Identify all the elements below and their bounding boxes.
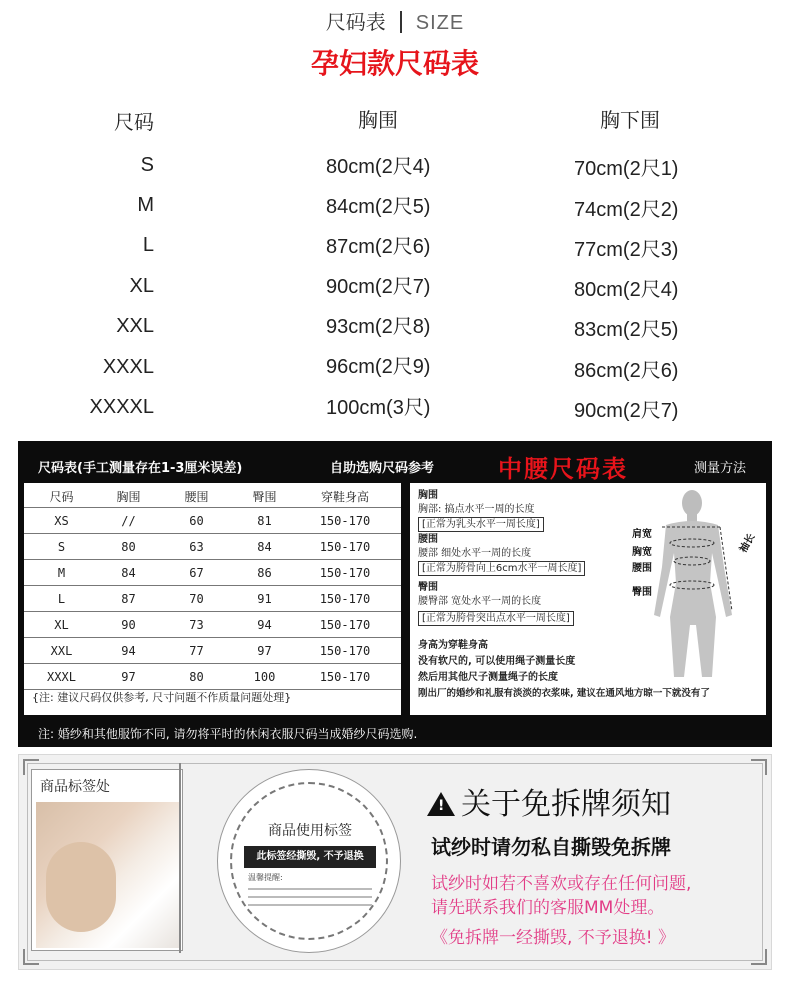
col-header-underbust: 胸下围 xyxy=(600,110,660,132)
table-cell: 150-170 xyxy=(319,618,371,632)
table-cell: 150-170 xyxy=(319,566,371,580)
table-cell: L xyxy=(57,592,66,606)
table-cell: 94 xyxy=(121,644,136,658)
notice-title xyxy=(427,779,671,823)
guide-hip-note: [正常为胯骨突出点水平一周长度] xyxy=(418,611,574,626)
table-cell: 150-170 xyxy=(319,644,371,658)
table-cell: 97 xyxy=(121,670,136,684)
table-row xyxy=(24,509,401,534)
table-cell: 150-170 xyxy=(319,514,371,528)
size-cell: XXXL xyxy=(102,356,154,378)
table-cell: 150-170 xyxy=(319,592,371,606)
guide-bust-note: [正常为乳头水平一周长度] xyxy=(418,517,544,532)
page-header xyxy=(0,6,790,35)
notice-line-2: 试纱时请勿私自撕毁免拆牌 xyxy=(431,835,671,859)
col-header: 臀围 xyxy=(252,490,277,504)
table-row xyxy=(24,613,401,638)
col-header: 胸围 xyxy=(116,490,141,504)
bust-cell: 96cm(2尺9) xyxy=(326,356,431,378)
photo-arm xyxy=(46,842,116,932)
size-cell: XL xyxy=(129,275,154,297)
table-cell: 97 xyxy=(257,644,272,658)
underbust-cell: 70cm(2尺1) xyxy=(574,158,679,180)
bust-cell: 90cm(2尺7) xyxy=(326,276,431,298)
mid-waist-size-table xyxy=(24,483,401,715)
table-cell: 100 xyxy=(253,670,276,684)
notice-line-5: 《免拆牌一经撕毁, 不予退换! 》 xyxy=(431,928,676,948)
notice-title-text: 关于免拆牌须知 xyxy=(461,787,671,822)
bust-cell: 80cm(2尺4) xyxy=(326,156,431,178)
table-header-row xyxy=(24,483,401,508)
notice-line-4: 请先联系我们的客服MM处理。 xyxy=(431,898,665,918)
table-cell: 86 xyxy=(257,566,272,580)
guide-height-1: 身高为穿鞋身高 xyxy=(418,640,488,651)
underbust-cell: 86cm(2尺6) xyxy=(574,360,679,382)
panel-title-red: 中腰尺码表 xyxy=(498,455,628,483)
seal-bar: 此标签经撕毁, 不予退换 xyxy=(244,846,376,868)
table-cell: 94 xyxy=(257,618,272,632)
label-bust: 胸宽 xyxy=(632,547,652,558)
col-header: 穿鞋身高 xyxy=(320,490,369,504)
bust-cell: 84cm(2尺5) xyxy=(326,196,431,218)
size-cell: XXXXL xyxy=(89,396,154,418)
guide-bust-desc: 胸部: 搞点水平一周的长度 xyxy=(418,504,535,515)
guide-waist-title: 腰围 xyxy=(418,534,438,545)
table-cell: XS xyxy=(54,514,69,528)
table-cell: XL xyxy=(54,618,69,632)
underbust-cell: 80cm(2尺4) xyxy=(574,279,679,301)
table-cell: 84 xyxy=(257,540,272,554)
panel-footer-note: 注: 婚纱和其他服饰不同, 请勿将平时的休闲衣服尺码当成婚纱尺码选购. xyxy=(38,727,418,741)
vertical-divider xyxy=(179,763,181,953)
table-row xyxy=(24,587,401,612)
label-hip: 臀围 xyxy=(632,587,652,598)
mid-waist-size-panel xyxy=(18,441,772,747)
seal-fine-print xyxy=(248,888,372,912)
table-cell: 77 xyxy=(189,644,204,658)
table-note: {注: 建议尺码仅供参考, 尺寸问题不作质量问题处理} xyxy=(32,691,292,704)
table-cell: 73 xyxy=(189,618,204,632)
seal-small-text: 温馨提醒: xyxy=(248,873,283,882)
underbust-cell: 77cm(2尺3) xyxy=(574,239,679,261)
measurement-guide xyxy=(410,483,766,715)
table-cell: 81 xyxy=(257,514,272,528)
seal-title: 商品使用标签 xyxy=(268,823,352,839)
dress-tag-photo xyxy=(36,802,180,948)
panel-title-right: 测量方法 xyxy=(694,461,747,476)
table-cell: 63 xyxy=(189,540,204,554)
col-header: 腰围 xyxy=(184,490,209,504)
table-cell: 90 xyxy=(121,618,136,632)
underbust-cell: 74cm(2尺2) xyxy=(574,199,679,221)
table-cell: 84 xyxy=(121,566,136,580)
guide-waist-note: [正常为胯骨向上6cm水平一周长度] xyxy=(418,561,585,576)
panel-title-mid: 自助选购尺码参考 xyxy=(330,461,435,476)
table-row xyxy=(24,639,401,664)
bust-cell: 93cm(2尺8) xyxy=(326,316,431,338)
tag-seal xyxy=(217,769,401,953)
size-cell: M xyxy=(137,194,154,216)
table-cell: 150-170 xyxy=(319,540,371,554)
table-cell: 87 xyxy=(121,592,136,606)
table-row xyxy=(24,665,401,690)
table-cell: 150-170 xyxy=(319,670,371,684)
maternity-subtitle: 孕妇款尺码表 xyxy=(310,47,479,80)
bust-cell: 87cm(2尺6) xyxy=(326,236,431,258)
title-divider xyxy=(400,11,402,33)
table-cell: 91 xyxy=(257,592,272,606)
col-header-bust: 胸围 xyxy=(358,110,398,132)
table-cell: 80 xyxy=(189,670,204,684)
table-cell: 70 xyxy=(189,592,204,606)
panel-title-bar xyxy=(18,449,772,483)
guide-hip-title: 臀围 xyxy=(418,582,438,593)
guide-bust-title: 胸围 xyxy=(418,490,438,501)
table-cell: M xyxy=(57,566,66,580)
label-shoulder: 肩宽 xyxy=(632,529,652,540)
bust-cell: 100cm(3尺) xyxy=(326,397,431,419)
table-cell: 67 xyxy=(189,566,204,580)
table-cell: // xyxy=(121,514,136,528)
col-header: 尺码 xyxy=(49,490,74,504)
page-title: 尺码表 xyxy=(325,10,386,34)
size-cell: XXL xyxy=(116,315,154,337)
guide-height-2: 没有软尺的, 可以使用绳子测量长度 xyxy=(418,656,576,667)
label-waist: 腰围 xyxy=(632,563,652,574)
notice-line-3: 试纱时如若不喜欢或存在任何问题, xyxy=(431,874,692,894)
tag-location-box xyxy=(31,769,183,951)
tag-location-label: 商品标签处 xyxy=(40,779,110,795)
table-row xyxy=(24,535,401,560)
table-cell: 80 xyxy=(121,540,136,554)
guide-hip-desc: 腰臀部 宽处水平一周的长度 xyxy=(418,596,542,607)
guide-waist-desc: 腰部 细处水平一周的长度 xyxy=(418,548,532,559)
underbust-cell: 83cm(2尺5) xyxy=(574,319,679,341)
panel-title-left: 尺码表(手工测量存在1-3厘米误差) xyxy=(38,461,243,476)
page-title-en: SIZE xyxy=(415,12,465,34)
size-cell: S xyxy=(140,154,154,176)
frame-corner xyxy=(23,949,39,965)
underbust-cell: 90cm(2尺7) xyxy=(574,400,679,422)
table-row xyxy=(24,561,401,586)
table-cell: XXL xyxy=(50,644,73,658)
guide-smell-note: 刚出厂的婚纱和礼服有淡淡的衣浆味, 建议在通风地方晾一下就没有了 xyxy=(418,688,710,699)
tag-notice-panel xyxy=(18,754,772,970)
guide-height-3: 然后用其他尺子测量绳子的长度 xyxy=(418,672,558,683)
tag-notice xyxy=(419,769,759,953)
table-cell: S xyxy=(57,540,66,554)
warning-icon: ! xyxy=(427,792,455,816)
table-cell: XXXL xyxy=(47,670,76,684)
col-header-size: 尺码 xyxy=(114,112,154,134)
size-cell: L xyxy=(142,234,154,256)
table-cell: 60 xyxy=(189,514,204,528)
body-figure-icon xyxy=(640,487,750,683)
label-sleeve: 袖长 xyxy=(737,532,758,555)
